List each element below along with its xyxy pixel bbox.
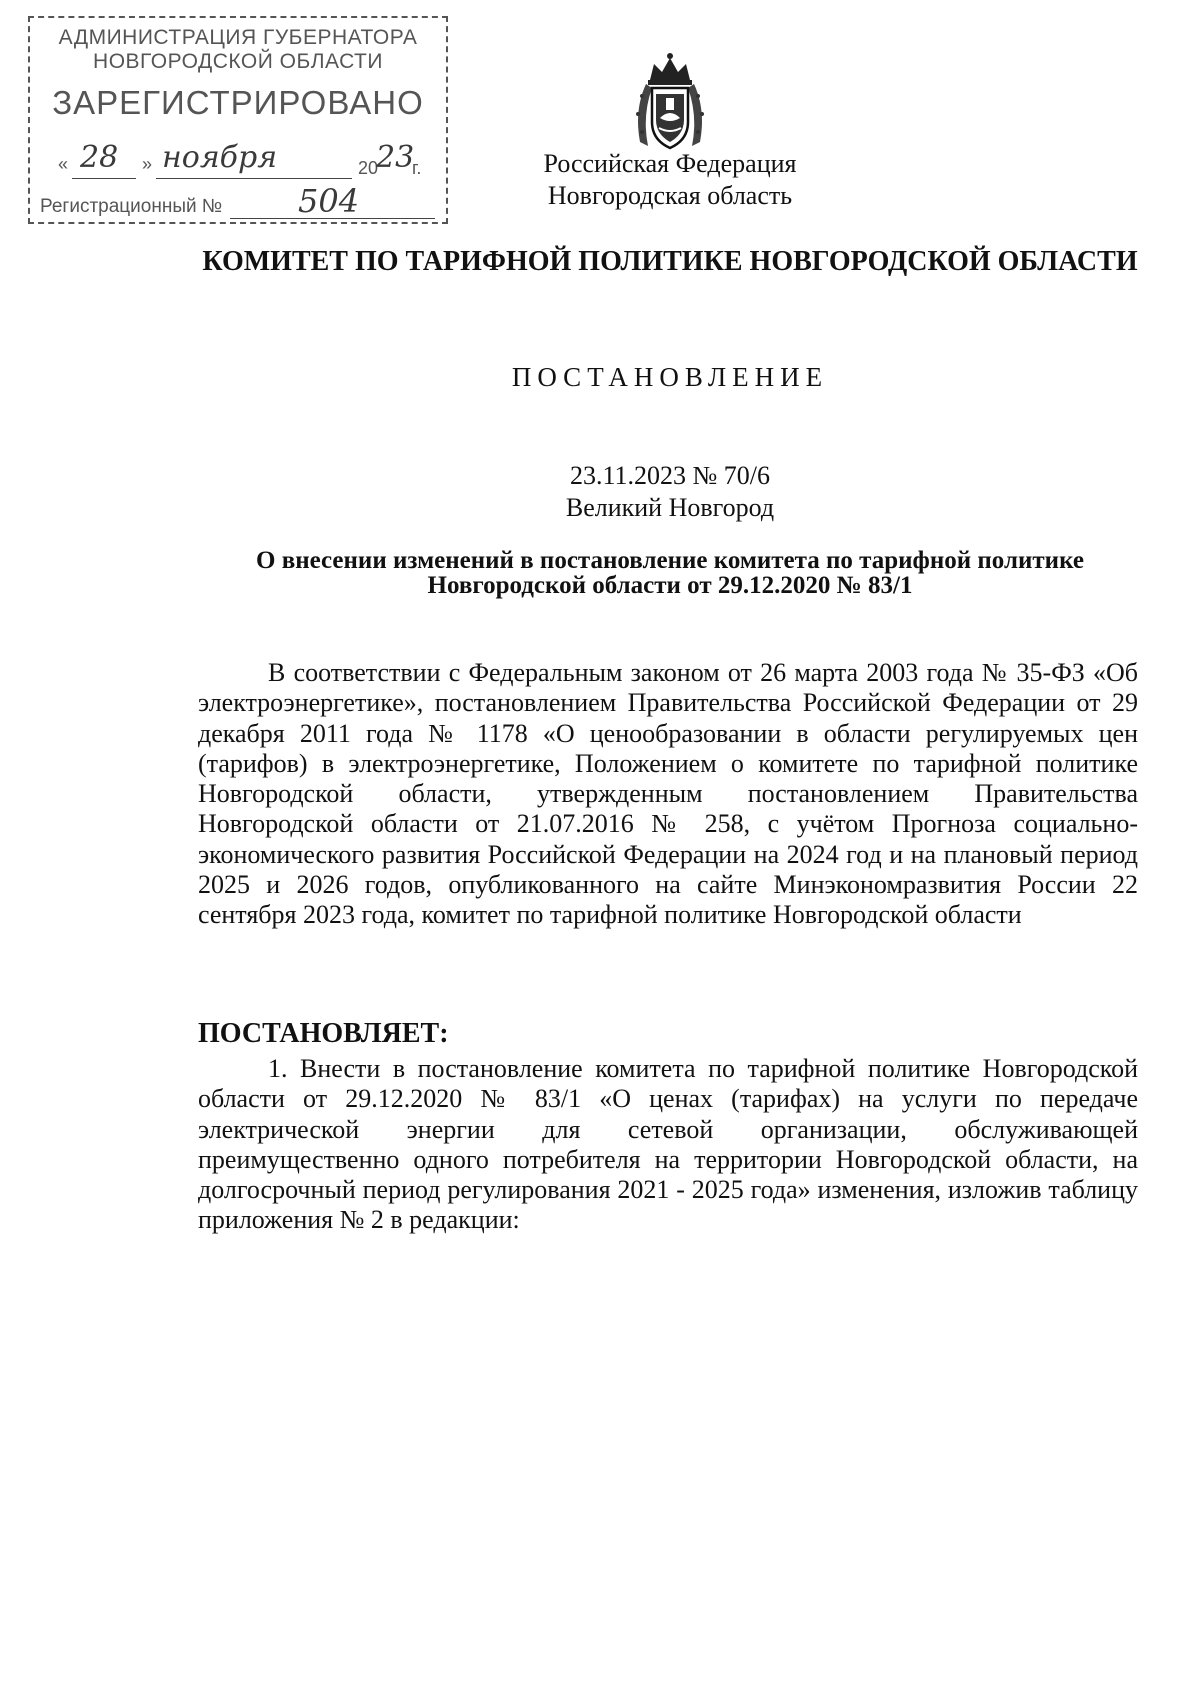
stamp-quote-open: « — [58, 154, 69, 174]
country-header — [500, 148, 840, 212]
stamp-year-prefix: 20 — [358, 158, 379, 178]
stamp-title: ЗАРЕГИСТРИРОВАНО — [52, 84, 424, 121]
stamp-date-day: 28 — [80, 140, 119, 175]
preamble — [198, 658, 1138, 931]
country-name: Российская Федерация — [543, 149, 797, 178]
stamp-day-line — [72, 178, 136, 179]
stamp-reg-label: Регистрационный № — [40, 196, 223, 217]
document-subject: О внесении изменений в постановление комитета по тарифной политике Новгородской области от 29.12.2020 № 83/1 — [256, 547, 1084, 599]
stamp-quote-close: » — [142, 154, 153, 174]
document-city: Великий Новгород — [565, 493, 775, 522]
decree-heading: ПОСТАНОВЛЯЕТ: — [198, 1018, 449, 1049]
stamp-reg-number: 504 — [298, 182, 360, 220]
stamp-date — [58, 140, 438, 186]
document-date-block — [300, 460, 1040, 524]
stamp-year-suffix: 23 — [376, 140, 415, 175]
region-name: Новгородская область — [547, 181, 793, 210]
stamp-year-letter: г. — [412, 158, 422, 178]
decree-item-1-text: 1. Внести в постановление комитета по тарифной политике Новгородской области от 29.12.2020 № 83/1 «О ценах (тарифах) на услуги по передаче электрической энергии для сетевой организации, обслуживающей преимущественно одного потребителя на территории Новгородской области, на долгосрочный период регулирования 2021 - 2025 года» изменения, изложив таблицу приложения № 2 в редакции: — [198, 1054, 1138, 1235]
decree-item-1 — [198, 1054, 1138, 1236]
registration-stamp — [28, 16, 448, 224]
document-type: ПОСТАНОВЛЕНИЕ — [511, 362, 829, 392]
preamble-paragraph: В соответствии с Федеральным законом от 26 марта 2003 года № 35-ФЗ «Об электроэнергетике», постановлением Правительства Российской Федерации от 29 декабря 2011 года № 1178 «О ценообразовании в области регулируемых цен (тарифов) в электроэнергетике, Положением о комитете по тарифной политике Новгородской области, утвержденным постановлением Правительства Новгородской области от 21.07.2016 № 258, с учётом Прогноза социально-экономического развития Российской Федерации на 2024 год и на плановый период 2025 и 2026 годов, опубликованного на сайте Минэкономразвития России 22 сентября 2023 года, комитет по тарифной политике Новгородской области — [198, 658, 1138, 930]
stamp-registration — [40, 182, 440, 222]
stamp-line-2: НОВГОРОДСКОЙ ОБЛАСТИ — [93, 50, 383, 73]
stamp-date-month: ноября — [162, 140, 278, 175]
coat-of-arms-icon — [628, 50, 712, 154]
committee-title: КОМИТЕТ ПО ТАРИФНОЙ ПОЛИТИКЕ НОВГОРОДСКОЙ ОБЛАСТИ — [202, 246, 1138, 277]
document-date-number: 23.11.2023 № 70/6 — [569, 461, 771, 490]
stamp-line-1: АДМИНИСТРАЦИЯ ГУБЕРНАТОРА — [58, 26, 418, 49]
stamp-month-line — [156, 178, 352, 179]
